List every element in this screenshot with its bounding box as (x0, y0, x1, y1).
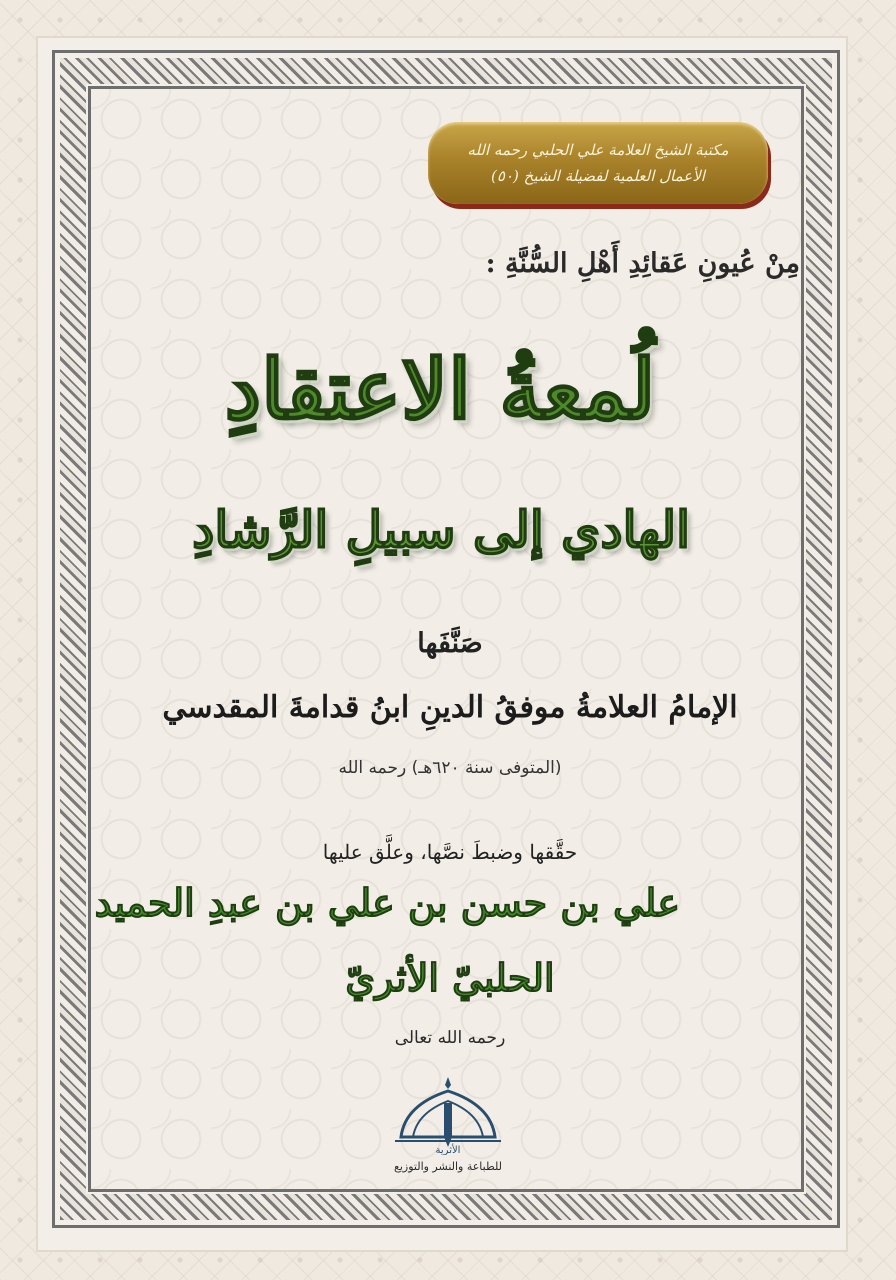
author-name: الإمامُ العلامةُ موفقُ الدينِ ابنُ قدامةَ المقدسي (162, 690, 738, 725)
series-badge (428, 122, 768, 204)
series-line-1: مكتبة الشيخ العلامة علي الحلبي رحمه الله (467, 141, 729, 159)
author-death-note: (المتوفى سنة ٦٢٠هـ) رحمه الله (338, 758, 562, 778)
editor-name-line-1: علي بن حسن بن علي بن عبدِ الحميد (94, 880, 680, 925)
editor-blessing: رحمه الله تعالى (394, 1028, 506, 1048)
book-title: لُمعةُ الاعتقادِ (224, 342, 656, 438)
cover-subtitle: مِنْ عُيونِ عَقائِدِ أَهْلِ السُّنَّةِ : (485, 248, 800, 279)
composed-by-label: صَنَّفَها (417, 628, 483, 659)
mosque-dome-pen-icon (391, 1075, 505, 1155)
series-line-2: الأعمال العلمية لفضيلة الشيخ (٥٠) (491, 167, 705, 185)
editor-label: حقَّقها وضبطَ نصَّها، وعلَّق عليها (322, 840, 578, 864)
publisher-logo-text: الأثرية (435, 1145, 461, 1155)
book-second-title: الهادي إلى سبيلِ الرَّشادِ (192, 500, 690, 559)
publisher-tagline: للطباعة والنشر والتوزيع (393, 1160, 502, 1173)
editor-name-line-2: الحلبيّ الأثريّ (345, 955, 555, 1000)
